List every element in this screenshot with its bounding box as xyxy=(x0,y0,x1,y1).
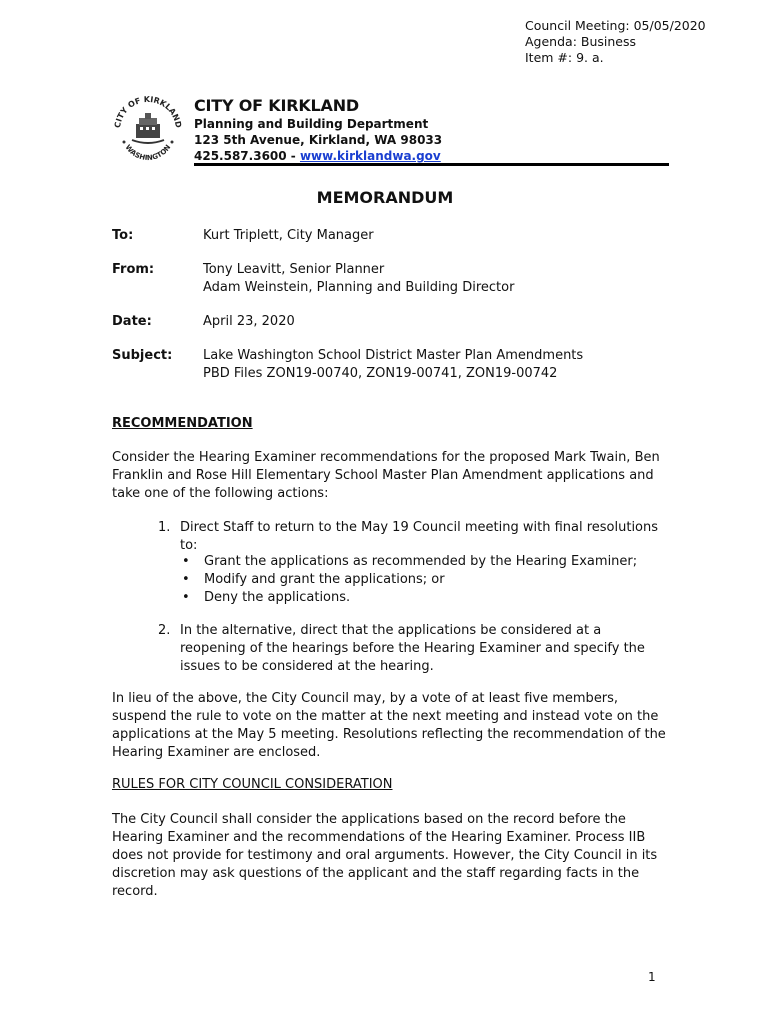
recommendation-intro: Consider the Hearing Examiner recommendations for the proposed Mark Twain, Ben Franklin and Rose Hill Elementary School Master Plan Amendment applications and take one of the following actions: xyxy=(112,450,660,501)
meeting-date: Council Meeting: 05/05/2020 xyxy=(525,18,706,33)
lieu-paragraph: In lieu of the above, the City Council may, by a vote of at least five members, suspend the rule to vote on the matter at the next meeting and instead vote on the applications at the May 5 meeting. Resolutions reflecting the recommendation of the Hearing Examiner are enclosed. xyxy=(112,691,666,760)
letterhead xyxy=(194,96,442,164)
letterhead-divider xyxy=(194,163,669,166)
action-item-2-number: 2. xyxy=(158,623,171,638)
contact-line xyxy=(194,148,442,164)
to-value: Kurt Triplett, City Manager xyxy=(203,228,374,243)
list-item: • Grant the applications as recommended by the Hearing Examiner; xyxy=(182,554,638,569)
recommendation-heading: RECOMMENDATION xyxy=(112,416,253,431)
action-options-list xyxy=(180,553,637,607)
svg-text:WASHINGTON: WASHINGTON xyxy=(123,143,173,163)
agenda-item: Item #: 9. a. xyxy=(525,50,604,65)
website-link[interactable]: www.kirklandwa.gov xyxy=(299,149,441,163)
address: 123 5th Avenue, Kirkland, WA 98033 xyxy=(194,133,443,147)
action-item-1-number: 1. xyxy=(158,520,171,535)
bullet-icon: • xyxy=(182,590,190,605)
phone-number: 425.587.3600 xyxy=(194,149,287,163)
bullet-icon: • xyxy=(182,572,190,587)
action-item-1-text: Direct Staff to return to the May 19 Council meeting with final resolutions to: xyxy=(180,520,659,553)
city-name: CITY OF KIRKLAND xyxy=(194,96,359,115)
department-name: Planning and Building Department xyxy=(194,117,429,131)
bullet-icon: • xyxy=(182,554,190,569)
to-label: To: xyxy=(112,228,134,243)
svg-text:CITY OF KIRKLAND: CITY OF KIRKLAND xyxy=(113,94,184,129)
from-value-1: Tony Leavitt, Senior Planner xyxy=(203,262,385,277)
memo-title: MEMORANDUM xyxy=(316,188,454,207)
subject-label: Subject: xyxy=(112,348,173,363)
page-number: 1 xyxy=(648,970,656,984)
from-label: From: xyxy=(112,262,155,277)
city-seal-logo xyxy=(112,94,184,166)
agenda-type: Agenda: Business xyxy=(525,34,636,49)
action-item-2-text: In the alternative, direct that the applications be considered at a reopening of the hearings before the Hearing Examiner and specify the issues to be considered at the hearing. xyxy=(180,623,645,674)
meeting-info xyxy=(525,18,706,66)
list-item: • Deny the applications. xyxy=(182,590,351,605)
rules-heading: RULES FOR CITY COUNCIL CONSIDERATION xyxy=(112,777,393,792)
subject-value-2: PBD Files ZON19-00740, ZON19-00741, ZON19-00742 xyxy=(203,366,558,381)
date-label: Date: xyxy=(112,314,152,329)
from-value-2: Adam Weinstein, Planning and Building Director xyxy=(203,280,515,295)
list-item: • Modify and grant the applications; or xyxy=(182,572,445,587)
rules-body: The City Council shall consider the applications based on the record before the Hearing Examiner and the recommendations of the Hearing Examiner. Process IIB does not provide for testimony and oral arguments. However, the City Council in its discretion may ask questions of the applicant and the staff regarding facts in the record. xyxy=(112,812,658,899)
date-value: April 23, 2020 xyxy=(203,314,295,329)
subject-value-1: Lake Washington School District Master Plan Amendments xyxy=(203,348,584,363)
contact-separator: - xyxy=(286,149,300,163)
